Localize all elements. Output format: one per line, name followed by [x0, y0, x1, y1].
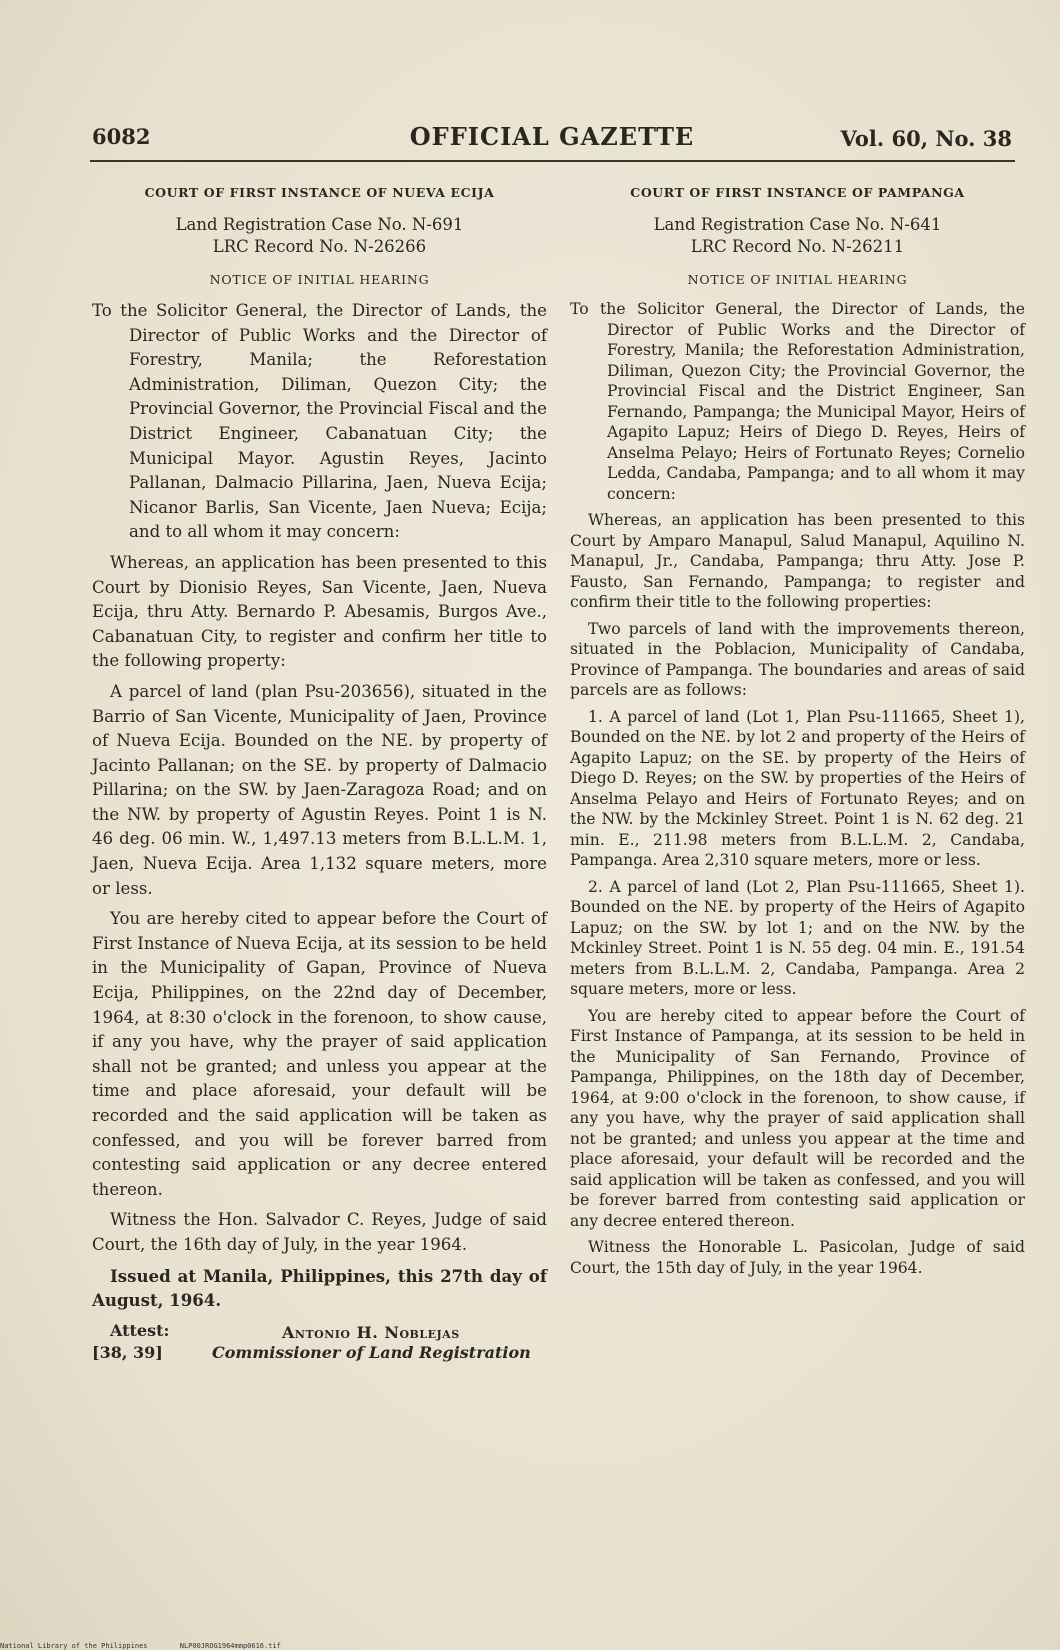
- addressee-paragraph: To the Solicitor General, the Director of Lands, the Director of Public Works and the Director of Forestry, Manila; the Reforestation Administration, Diliman, Quezon City; the Provincial Governor, the Provincial Fiscal and the District Engineer, San Fernando, Pampanga; the Municipal Mayor, Heirs of Agapito Lapuz; Heirs of Diego D. Reyes, Heirs of Anselma Pelayo; Heirs of Fortunato Reyes; Cornelio Ledda, Candaba, Pampanga; and to all whom it may concern:: [570, 300, 1025, 503]
- page-number: 6082: [92, 124, 151, 149]
- issued-paragraph: Issued at Manila, Philippines, this 27th day of August, 1964.: [92, 1265, 547, 1311]
- commissioner-title: Commissioner of Land Registration: [212, 1342, 531, 1362]
- scan-filename: NLP00JROG1964mmp0616.tif: [179, 1642, 281, 1650]
- citation-paragraph: You are hereby cited to appear before the Court of First Instance of Nueva Ecija, at its session to be held in the Municipality of Gapan, Province of Nueva Ecija, Philippines, on the 22nd day of December, 1964, at 8:30 o'clock in the forenoon, to show cause, if any you have, why the prayer of said application shall not be granted; and unless you appear at the time and place aforesaid, your default will be recorded and the said application will be taken as confessed, and you will be forever barred from contesting said application or any decree entered thereon.: [92, 909, 547, 1199]
- scan-footer: [0, 1642, 309, 1650]
- header-rule: [90, 160, 1015, 162]
- publication-title: OFFICIAL GAZETTE: [409, 122, 695, 151]
- case-number: Land Registration Case No. N-691: [175, 215, 464, 234]
- court-heading: COURT OF FIRST INSTANCE OF NUEVA ECIJA: [144, 185, 495, 200]
- right-column-notice: [570, 185, 1025, 1278]
- parcel-2-paragraph: 2. A parcel of land (Lot 2, Plan Psu-111665, Sheet 1). Bounded on the NE. by property of the Heirs of Agapito Lapuz; on the SW. by lot 1; and on the NW. by the Mckinley Street. Point 1 is N. 55 deg. 04 min. E., 191.54 meters from B.L.L.M. 2, Candaba, Pampanga. Area 2 square meters, more or less.: [570, 877, 1025, 998]
- volume-number: Vol. 60, No. 38: [840, 126, 1012, 151]
- record-number: LRC Record No. N-26211: [690, 237, 905, 256]
- court-heading: COURT OF FIRST INSTANCE OF PAMPANGA: [630, 185, 965, 200]
- page-header: [92, 118, 1012, 158]
- record-number: LRC Record No. N-26266: [212, 237, 427, 256]
- attest-label: Attest:: [110, 1320, 170, 1340]
- witness-paragraph: Witness the Hon. Salvador C. Reyes, Judge of said Court, the 16th day of July, in the year 1964.: [92, 1210, 547, 1254]
- issue-reference: [38, 39]: [92, 1342, 163, 1362]
- left-column-notice: [92, 185, 547, 1365]
- commissioner-name: Antonio H. Noblejas: [282, 1322, 460, 1342]
- application-paragraph: Whereas, an application has been presented to this Court by Dionisio Reyes, San Vicente, Jaen, Nueva Ecija, thru Atty. Bernardo P. Abesamis, Burgos Ave., Cabanatuan City, to register and confirm her title to the following property:: [92, 552, 547, 671]
- parcels-intro-paragraph: Two parcels of land with the improvements thereon, situated in the Poblacion, Municipality of Candaba, Province of Pampanga. The boundaries and areas of said parcels are as follows:: [570, 619, 1025, 699]
- application-paragraph: Whereas, an application has been presented to this Court by Amparo Manapul, Salud Manapul, Aquilino N. Manapul, Jr., Candaba, Pampanga; thru Atty. Jose P. Fausto, San Fernando, Pampanga; to register and confirm their title to the following properties:: [570, 511, 1025, 611]
- parcel-1-paragraph: 1. A parcel of land (Lot 1, Plan Psu-111665, Sheet 1), Bounded on the NE. by lot 2 and property of the Heirs of Agapito Lapuz; on the SE. by property of the Heirs of Diego D. Reyes; on the SW. by properties of the Heirs of Anselma Pelayo and Heirs of Fortunato Reyes; and on the NW. by the Mckinley Street. Point 1 is N. 62 deg. 21 min. E., 211.98 meters from B.L.L.M. 2, Candaba, Pampanga. Area 2,310 square meters, more or less.: [570, 707, 1025, 869]
- notice-heading: NOTICE OF INITIAL HEARING: [209, 272, 430, 287]
- witness-paragraph: Witness the Honorable L. Pasicolan, Judge of said Court, the 15th day of July, in the year 1964.: [570, 1238, 1025, 1277]
- case-number: Land Registration Case No. N-641: [653, 215, 942, 234]
- notice-heading: NOTICE OF INITIAL HEARING: [687, 272, 908, 287]
- case-heading: [92, 214, 547, 258]
- parcel-paragraph: A parcel of land (plan Psu-203656), situated in the Barrio of San Vicente, Municipality of Jaen, Province of Nueva Ecija. Bounded on the NE. by property of Jacinto Pallanan; on the SE. by property of Dalmacio Pillarina; on the SW. by Jaen-Zaragoza Road; and on the NW. by property of Agustin Reyes. Point 1 is N. 46 deg. 06 min. W., 1,497.13 meters from B.L.L.M. 1, Jaen, Nueva Ecija. Area 1,132 square meters, more or less.: [92, 681, 547, 898]
- case-heading: [570, 214, 1025, 258]
- library-credit: National Library of the Philippines: [0, 1642, 148, 1650]
- attestation-block: [92, 1321, 547, 1365]
- citation-paragraph: You are hereby cited to appear before the Court of First Instance of Pampanga, at its session to be held in the Municipality of San Fernando, Province of Pampanga, Philippines, on the 18th day of December, 1964, at 9:00 o'clock in the forenoon, to show cause, if any you have, why the prayer of said application shall not be granted; and unless you appear at the time and place aforesaid, your default will be recorded and the said application will be taken as confessed, and you will be forever barred from contesting said application or any decree entered thereon.: [570, 1006, 1025, 1230]
- addressee-paragraph: To the Solicitor General, the Director of Lands, the Director of Public Works and the Director of Forestry, Manila; the Reforestation Administration, Diliman, Quezon City; the Provincial Governor, the Provincial Fiscal and the District Engineer, Cabanatuan City; the Municipal Mayor. Agustin Reyes, Jacinto Pallanan, Dalmacio Pillarina, Jaen, Nueva Ecija; Nicanor Barlis, San Vicente, Jaen Nueva; Ecija; and to all whom it may concern:: [92, 301, 547, 542]
